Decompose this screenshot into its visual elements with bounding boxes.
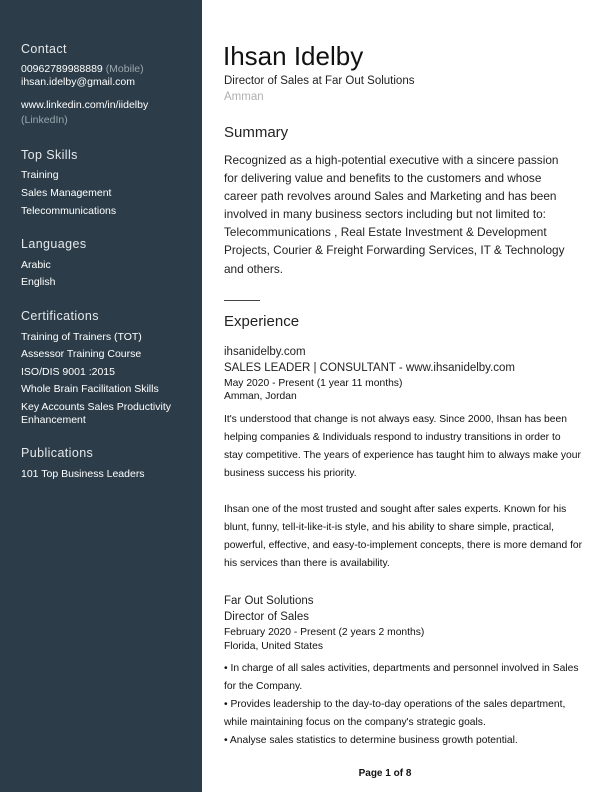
certification-item: ISO/DIS 9001 :2015 [21, 366, 115, 378]
text-line: Ihsan one of the most trusted and sought after sales experts. Known for his [224, 504, 567, 515]
text-line: blunt, funny, tell-it-like-it-is style, and his ability to share simple, practical, [224, 522, 555, 533]
certifications-heading: Certifications [21, 309, 99, 323]
text-line: stay competitive. The years of experience has taught him to always make your [224, 450, 581, 461]
linkedin-label: (LinkedIn) [21, 114, 68, 126]
job-dates: May 2020 - Present (1 year 11 months) [224, 378, 403, 389]
text-line: for delivering value and benefits to the customers and whose [224, 171, 542, 185]
job-title: Director of Sales [224, 611, 310, 623]
text-line: business success his priority. [224, 468, 357, 479]
text-line: It's understood that change is not always easy. Since 2000, Ihsan has been [224, 414, 567, 425]
text-line: Recognized as a high-potential executive with a sincere passion [224, 153, 559, 167]
contact-heading: Contact [21, 42, 67, 56]
skill-item: Telecommunications [21, 205, 117, 217]
skill-item: Sales Management [21, 187, 112, 199]
job-company: Far Out Solutions [224, 595, 314, 607]
text-line: career path revolves around Sales and Marketing and has been [224, 189, 557, 203]
phone-label: (Mobile) [105, 63, 144, 75]
name: Ihsan Idelby [223, 41, 364, 71]
text-line: involved in many business sectors including but not limited to: [224, 207, 546, 221]
text-line: for the Company. [224, 681, 303, 692]
text-line: • Analyse sales statistics to determine business growth potential. [224, 735, 518, 746]
phone [21, 62, 144, 76]
section-divider [224, 300, 260, 301]
experience-heading: Experience [224, 313, 300, 330]
certification-item: Enhancement [21, 414, 86, 426]
certification-item: Assessor Training Course [21, 348, 142, 360]
headline: Director of Sales at Far Out Solutions [224, 75, 415, 87]
certification-item: Whole Brain Facilitation Skills [21, 383, 159, 395]
phone-number: 00962789988889 [21, 63, 103, 75]
text-line: and others. [224, 262, 284, 276]
text-line: • In charge of all sales activities, departments and personnel involved in Sales [224, 663, 579, 674]
job-location: Florida, United States [224, 641, 324, 652]
sidebar [0, 0, 202, 792]
text-line: Projects, Courier & Freight Forwarding Services, IT & Technology [224, 243, 565, 257]
location: Amman [224, 91, 264, 103]
job-location: Amman, Jordan [224, 391, 297, 402]
text-line: Telecommunications , Real Estate Investment & Development [224, 225, 547, 239]
language-item: Arabic [21, 259, 51, 271]
page-number: Page 1 of 8 [358, 768, 412, 779]
summary-heading: Summary [224, 124, 289, 141]
top-skills-heading: Top Skills [21, 148, 78, 162]
text-line: powerful, effective, and easy-to-implement concepts, there is more demand for [224, 540, 583, 551]
text-line: while maintaining focus on the company's strategic goals. [224, 717, 486, 728]
skill-item: Training [21, 169, 59, 181]
job-company: ihsanidelby.com [224, 346, 306, 358]
language-item: English [21, 276, 56, 288]
publications-heading: Publications [21, 446, 94, 460]
job-title: SALES LEADER | CONSULTANT - www.ihsanidelby.com [224, 362, 516, 374]
certification-item: Key Accounts Sales Productivity [21, 401, 171, 413]
text-line: helping companies & Individuals respond to industry transitions in order to [224, 432, 561, 443]
text-line: his services than there is availability. [224, 558, 390, 569]
email-link[interactable]: ihsan.idelby@gmail.com [21, 76, 135, 88]
certification-item: Training of Trainers (TOT) [21, 331, 142, 343]
publication-item: 101 Top Business Leaders [21, 468, 145, 480]
text-line: • Provides leadership to the day-to-day operations of the sales department, [224, 699, 566, 710]
languages-heading: Languages [21, 237, 87, 251]
job-dates: February 2020 - Present (2 years 2 months) [224, 627, 425, 638]
linkedin-link[interactable]: www.linkedin.com/in/iidelby [21, 99, 149, 111]
